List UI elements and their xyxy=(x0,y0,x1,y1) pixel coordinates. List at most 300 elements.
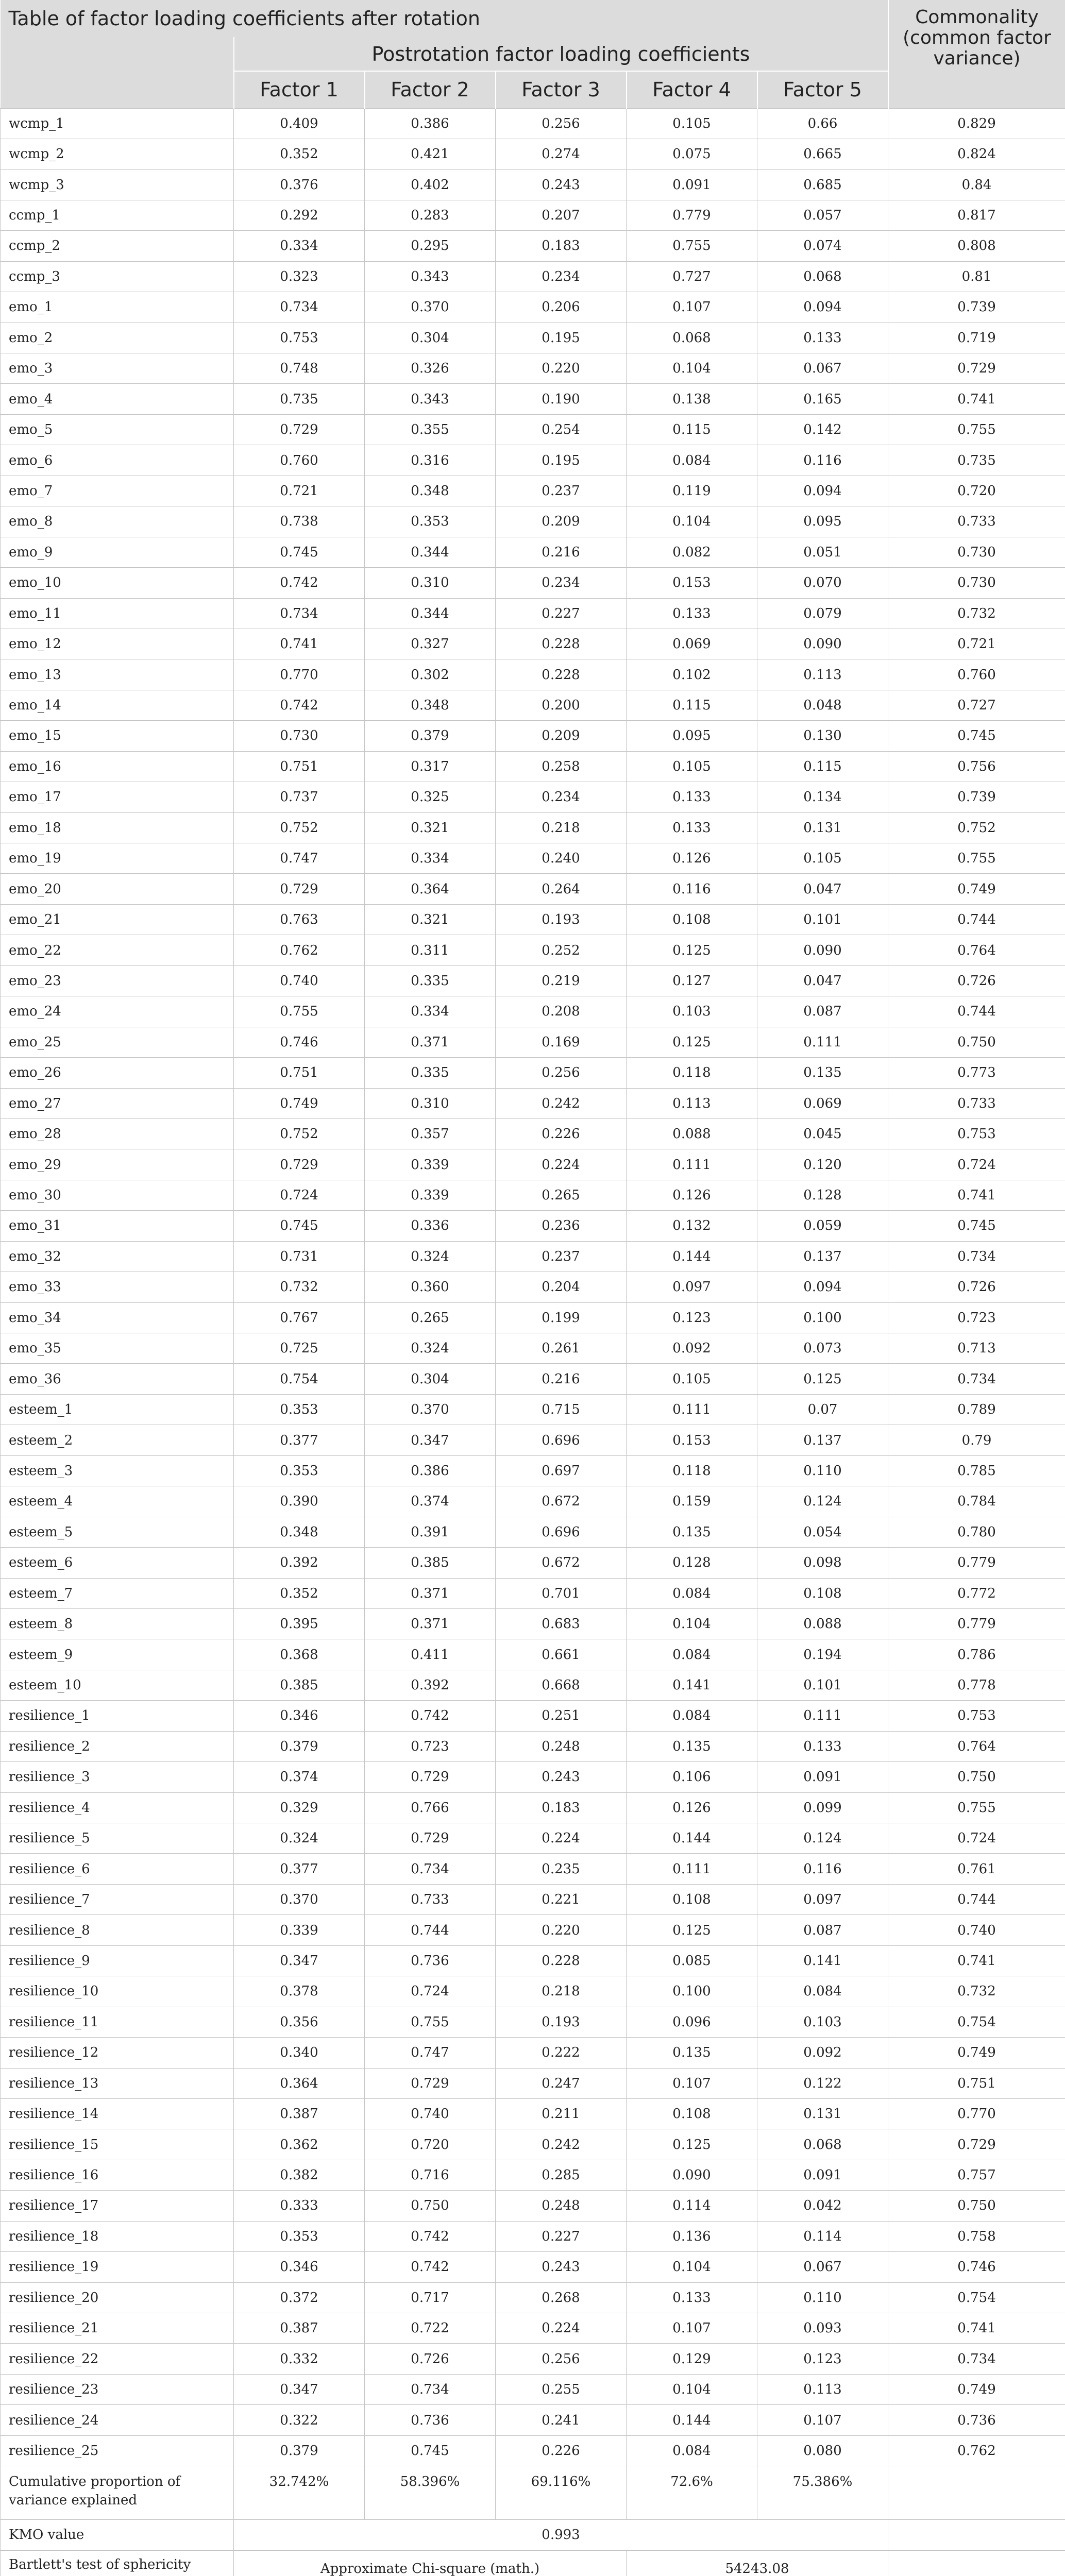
loading-cell-f5: 0.087 xyxy=(757,996,888,1027)
loading-cell-f5: 0.069 xyxy=(757,1088,888,1118)
commonality-cell: 0.730 xyxy=(888,537,1065,567)
loading-cell-f4: 0.091 xyxy=(627,170,757,200)
loading-cell-f2: 0.360 xyxy=(365,1272,496,1302)
item-name-cell: emo_25 xyxy=(1,1027,234,1057)
loading-cell-f1: 0.762 xyxy=(234,935,365,965)
table-row xyxy=(1,323,1065,353)
item-name-cell: resilience_22 xyxy=(1,2344,234,2374)
loading-cell-f3: 0.234 xyxy=(496,261,627,292)
loading-cell-f1: 0.324 xyxy=(234,1823,365,1854)
table-row xyxy=(1,812,1065,843)
table-row xyxy=(1,1945,1065,1976)
commonality-cell: 0.734 xyxy=(888,1364,1065,1394)
loading-cell-f4: 0.126 xyxy=(627,843,757,874)
loading-cell-f1: 0.372 xyxy=(234,2282,365,2313)
loading-cell-f3: 0.228 xyxy=(496,659,627,690)
loading-cell-f4: 0.116 xyxy=(627,874,757,904)
item-name-cell: esteem_3 xyxy=(1,1455,234,1486)
loading-cell-f1: 0.745 xyxy=(234,1211,365,1241)
loading-cell-f3: 0.255 xyxy=(496,2374,627,2404)
loading-cell-f5: 0.103 xyxy=(757,2007,888,2037)
loading-cell-f1: 0.751 xyxy=(234,751,365,782)
loading-cell-f4: 0.111 xyxy=(627,1394,757,1425)
table-row xyxy=(1,2191,1065,2221)
loading-cell-f4: 0.104 xyxy=(627,1608,757,1639)
table-row xyxy=(1,1854,1065,1884)
loading-cell-f4: 0.084 xyxy=(627,445,757,476)
loading-cell-f2: 0.766 xyxy=(365,1792,496,1823)
loading-cell-f4: 0.105 xyxy=(627,108,757,139)
loading-cell-f2: 0.734 xyxy=(365,2374,496,2404)
item-name-cell: resilience_25 xyxy=(1,2435,234,2466)
loading-cell-f5: 0.074 xyxy=(757,231,888,261)
loading-cell-f1: 0.346 xyxy=(234,2252,365,2282)
loading-cell-f4: 0.141 xyxy=(627,1670,757,1700)
loading-cell-f1: 0.339 xyxy=(234,1915,365,1945)
loading-cell-f2: 0.742 xyxy=(365,2221,496,2251)
loading-cell-f4: 0.132 xyxy=(627,1211,757,1241)
loading-cell-f1: 0.374 xyxy=(234,1762,365,1792)
loading-cell-f5: 0.087 xyxy=(757,1915,888,1945)
loading-cell-f4: 0.082 xyxy=(627,537,757,567)
loading-cell-f1: 0.751 xyxy=(234,1058,365,1088)
commonality-cell: 0.817 xyxy=(888,200,1065,230)
commonality-cell: 0.779 xyxy=(888,1608,1065,1639)
loading-cell-f4: 0.128 xyxy=(627,1548,757,1578)
loading-cell-f3: 0.274 xyxy=(496,139,627,169)
item-name-cell: resilience_3 xyxy=(1,1762,234,1792)
commonality-cell: 0.778 xyxy=(888,1670,1065,1700)
loading-cell-f4: 0.755 xyxy=(627,231,757,261)
commonality-cell: 0.724 xyxy=(888,1823,1065,1854)
loading-cell-f5: 0.084 xyxy=(757,1976,888,2007)
loading-cell-f3: 0.243 xyxy=(496,1762,627,1792)
loading-cell-f2: 0.339 xyxy=(365,1149,496,1180)
loading-cell-f4: 0.075 xyxy=(627,139,757,169)
commonality-cell: 0.744 xyxy=(888,1884,1065,1914)
loading-cell-f3: 0.200 xyxy=(496,690,627,720)
loading-cell-f3: 0.183 xyxy=(496,1792,627,1823)
loading-cell-f3: 0.254 xyxy=(496,414,627,445)
loading-cell-f3: 0.234 xyxy=(496,568,627,598)
commonality-cell: 0.720 xyxy=(888,476,1065,506)
loading-cell-f1: 0.724 xyxy=(234,1180,365,1210)
loading-cell-f3: 0.668 xyxy=(496,1670,627,1700)
commonality-cell: 0.730 xyxy=(888,568,1065,598)
table-row xyxy=(1,1639,1065,1670)
table-row xyxy=(1,1241,1065,1272)
commonality-cell: 0.733 xyxy=(888,506,1065,537)
loading-cell-f2: 0.371 xyxy=(365,1027,496,1057)
item-name-cell: resilience_20 xyxy=(1,2282,234,2313)
loading-cell-f5: 0.07 xyxy=(757,1394,888,1425)
loading-cell-f2: 0.729 xyxy=(365,2068,496,2098)
loading-cell-f4: 0.111 xyxy=(627,1149,757,1180)
loading-cell-f4: 0.127 xyxy=(627,965,757,996)
loading-cell-f5: 0.124 xyxy=(757,1486,888,1517)
commonality-cell: 0.726 xyxy=(888,1272,1065,1302)
loading-cell-f2: 0.736 xyxy=(365,1945,496,1976)
loading-cell-f3: 0.220 xyxy=(496,353,627,384)
loading-cell-f2: 0.370 xyxy=(365,292,496,323)
loading-cell-f1: 0.379 xyxy=(234,1731,365,1761)
loading-cell-f3: 0.209 xyxy=(496,721,627,751)
item-name-cell: resilience_5 xyxy=(1,1823,234,1854)
commonality-cell: 0.772 xyxy=(888,1578,1065,1608)
loading-cell-f1: 0.734 xyxy=(234,598,365,629)
loading-cell-f4: 0.144 xyxy=(627,2405,757,2435)
table-row xyxy=(1,231,1065,261)
loading-cell-f5: 0.101 xyxy=(757,904,888,935)
item-name-cell: resilience_2 xyxy=(1,1731,234,1761)
loading-cell-f2: 0.364 xyxy=(365,874,496,904)
commonality-cell: 0.79 xyxy=(888,1425,1065,1455)
loading-cell-f4: 0.108 xyxy=(627,904,757,935)
loading-cell-f5: 0.110 xyxy=(757,1455,888,1486)
item-name-cell: emo_29 xyxy=(1,1149,234,1180)
loading-cell-f3: 0.204 xyxy=(496,1272,627,1302)
loading-cell-f2: 0.745 xyxy=(365,2435,496,2466)
commonality-cell: 0.745 xyxy=(888,1211,1065,1241)
loading-cell-f3: 0.224 xyxy=(496,1823,627,1854)
loading-cell-f1: 0.753 xyxy=(234,323,365,353)
loading-cell-f2: 0.310 xyxy=(365,1088,496,1118)
loading-cell-f3: 0.216 xyxy=(496,537,627,567)
commonality-cell: 0.750 xyxy=(888,1762,1065,1792)
loading-cell-f3: 0.220 xyxy=(496,1915,627,1945)
loading-cell-f4: 0.125 xyxy=(627,935,757,965)
commonality-cell: 0.808 xyxy=(888,231,1065,261)
item-name-cell: wcmp_2 xyxy=(1,139,234,169)
loading-cell-f2: 0.321 xyxy=(365,904,496,935)
loading-cell-f5: 0.130 xyxy=(757,721,888,751)
loading-cell-f3: 0.701 xyxy=(496,1578,627,1608)
loading-cell-f4: 0.144 xyxy=(627,1241,757,1272)
loading-cell-f5: 0.045 xyxy=(757,1118,888,1149)
table-row xyxy=(1,445,1065,476)
item-name-cell: resilience_17 xyxy=(1,2191,234,2221)
commonality-cell: 0.757 xyxy=(888,2160,1065,2190)
loading-cell-f3: 0.218 xyxy=(496,812,627,843)
loading-cell-f4: 0.136 xyxy=(627,2221,757,2251)
loading-cell-f1: 0.378 xyxy=(234,1976,365,2007)
item-name-cell: emo_19 xyxy=(1,843,234,874)
table-row xyxy=(1,2221,1065,2251)
loading-cell-f2: 0.386 xyxy=(365,108,496,139)
loading-cell-f2: 0.353 xyxy=(365,506,496,537)
table-row xyxy=(1,996,1065,1027)
commonality-cell: 0.779 xyxy=(888,1548,1065,1578)
loading-cell-f3: 0.265 xyxy=(496,1180,627,1210)
commonality-cell: 0.753 xyxy=(888,1118,1065,1149)
item-name-cell: resilience_4 xyxy=(1,1792,234,1823)
item-name-cell: emo_28 xyxy=(1,1118,234,1149)
loading-cell-f4: 0.159 xyxy=(627,1486,757,1517)
loading-cell-f5: 0.047 xyxy=(757,874,888,904)
bartlett-label: Bartlett's test of sphericity xyxy=(1,2550,234,2576)
table-row xyxy=(1,935,1065,965)
loading-cell-f2: 0.742 xyxy=(365,2252,496,2282)
cumulative-factor-1: 32.742% xyxy=(234,2466,365,2520)
loading-cell-f1: 0.356 xyxy=(234,2007,365,2037)
loading-cell-f1: 0.767 xyxy=(234,1302,365,1333)
table-row xyxy=(1,384,1065,414)
item-name-cell: emo_30 xyxy=(1,1180,234,1210)
loading-cell-f3: 0.261 xyxy=(496,1333,627,1364)
item-name-cell: resilience_12 xyxy=(1,2038,234,2068)
commonality-cell: 0.721 xyxy=(888,629,1065,659)
factor-2-header: Factor 2 xyxy=(365,71,496,108)
loading-cell-f3: 0.211 xyxy=(496,2098,627,2129)
loading-cell-f3: 0.226 xyxy=(496,1118,627,1149)
loading-cell-f5: 0.101 xyxy=(757,1670,888,1700)
item-name-cell: emo_6 xyxy=(1,445,234,476)
loading-cell-f1: 0.353 xyxy=(234,2221,365,2251)
commonality-cell: 0.732 xyxy=(888,598,1065,629)
loading-cell-f3: 0.183 xyxy=(496,231,627,261)
loading-cell-f3: 0.221 xyxy=(496,1884,627,1914)
loading-cell-f3: 0.672 xyxy=(496,1486,627,1517)
loading-cell-f2: 0.742 xyxy=(365,1701,496,1731)
item-name-cell: emo_7 xyxy=(1,476,234,506)
loading-cell-f4: 0.118 xyxy=(627,1058,757,1088)
loading-cell-f1: 0.763 xyxy=(234,904,365,935)
item-name-cell: resilience_6 xyxy=(1,1854,234,1884)
loading-cell-f2: 0.371 xyxy=(365,1608,496,1639)
loading-cell-f4: 0.107 xyxy=(627,2068,757,2098)
commonality-cell: 0.733 xyxy=(888,1088,1065,1118)
commonality-cell: 0.786 xyxy=(888,1639,1065,1670)
loading-cell-f4: 0.103 xyxy=(627,996,757,1027)
loading-cell-f5: 0.137 xyxy=(757,1241,888,1272)
loading-cell-f2: 0.344 xyxy=(365,598,496,629)
commonality-header: Commonality (common factor variance) xyxy=(888,0,1065,108)
loading-cell-f5: 0.114 xyxy=(757,2221,888,2251)
table-row xyxy=(1,2068,1065,2098)
commonality-cell: 0.719 xyxy=(888,323,1065,353)
item-name-cell: ccmp_2 xyxy=(1,231,234,261)
loading-cell-f3: 0.256 xyxy=(496,2344,627,2374)
table-row xyxy=(1,659,1065,690)
loading-cell-f5: 0.097 xyxy=(757,1884,888,1914)
commonality-cell: 0.724 xyxy=(888,1149,1065,1180)
factor-5-header: Factor 5 xyxy=(757,71,888,108)
loading-cell-f4: 0.114 xyxy=(627,2191,757,2221)
loading-cell-f3: 0.199 xyxy=(496,1302,627,1333)
loading-cell-f4: 0.779 xyxy=(627,200,757,230)
kmo-label: KMO value xyxy=(1,2520,234,2550)
loading-cell-f3: 0.243 xyxy=(496,170,627,200)
loading-cell-f4: 0.133 xyxy=(627,598,757,629)
loading-cell-f5: 0.068 xyxy=(757,2129,888,2160)
table-row xyxy=(1,721,1065,751)
item-name-cell: esteem_6 xyxy=(1,1548,234,1578)
commonality-cell: 0.713 xyxy=(888,1333,1065,1364)
loading-cell-f5: 0.047 xyxy=(757,965,888,996)
commonality-cell: 0.764 xyxy=(888,1731,1065,1761)
loading-cell-f5: 0.141 xyxy=(757,1945,888,1976)
loading-cell-f2: 0.723 xyxy=(365,1731,496,1761)
loading-cell-f3: 0.661 xyxy=(496,1639,627,1670)
item-name-cell: emo_31 xyxy=(1,1211,234,1241)
item-name-cell: esteem_1 xyxy=(1,1394,234,1425)
loading-cell-f4: 0.107 xyxy=(627,292,757,323)
loading-cell-f3: 0.228 xyxy=(496,1945,627,1976)
table-row xyxy=(1,1517,1065,1547)
loading-cell-f1: 0.387 xyxy=(234,2098,365,2129)
loading-cell-f3: 0.251 xyxy=(496,1701,627,1731)
item-name-cell: wcmp_1 xyxy=(1,108,234,139)
cumulative-commonality-empty xyxy=(888,2466,1065,2520)
loading-cell-f1: 0.370 xyxy=(234,1884,365,1914)
item-name-cell: emo_35 xyxy=(1,1333,234,1364)
table-row xyxy=(1,965,1065,996)
loading-cell-f4: 0.125 xyxy=(627,1915,757,1945)
commonality-cell: 0.755 xyxy=(888,843,1065,874)
loading-cell-f5: 0.124 xyxy=(757,1823,888,1854)
loading-cell-f1: 0.292 xyxy=(234,200,365,230)
loading-cell-f1: 0.376 xyxy=(234,170,365,200)
item-name-cell: esteem_8 xyxy=(1,1608,234,1639)
loading-cell-f5: 0.092 xyxy=(757,2038,888,2068)
item-name-cell: resilience_11 xyxy=(1,2007,234,2037)
table-row xyxy=(1,1884,1065,1914)
loading-cell-f3: 0.236 xyxy=(496,1211,627,1241)
loading-cell-f1: 0.346 xyxy=(234,1701,365,1731)
loading-cell-f2: 0.343 xyxy=(365,261,496,292)
loading-cell-f1: 0.734 xyxy=(234,292,365,323)
commonality-cell: 0.729 xyxy=(888,353,1065,384)
loading-cell-f5: 0.134 xyxy=(757,782,888,812)
loading-cell-f2: 0.386 xyxy=(365,1455,496,1486)
loading-cell-f2: 0.324 xyxy=(365,1241,496,1272)
loading-cell-f1: 0.362 xyxy=(234,2129,365,2160)
loading-cell-f1: 0.730 xyxy=(234,721,365,751)
loading-cell-f1: 0.747 xyxy=(234,843,365,874)
item-name-cell: emo_11 xyxy=(1,598,234,629)
loading-cell-f1: 0.729 xyxy=(234,414,365,445)
item-name-cell: emo_24 xyxy=(1,996,234,1027)
table-caption: Table of factor loading coefficients after rotation xyxy=(1,0,888,37)
loading-cell-f1: 0.322 xyxy=(234,2405,365,2435)
item-name-cell: resilience_24 xyxy=(1,2405,234,2435)
loading-cell-f5: 0.091 xyxy=(757,1762,888,1792)
loading-cell-f2: 0.327 xyxy=(365,629,496,659)
loading-cell-f3: 0.208 xyxy=(496,996,627,1027)
table-row xyxy=(1,874,1065,904)
loading-cell-f4: 0.084 xyxy=(627,1701,757,1731)
loading-cell-f2: 0.392 xyxy=(365,1670,496,1700)
loading-cell-f3: 0.222 xyxy=(496,2038,627,2068)
loading-cell-f2: 0.747 xyxy=(365,2038,496,2068)
loading-cell-f5: 0.042 xyxy=(757,2191,888,2221)
item-name-cell: emo_27 xyxy=(1,1088,234,1118)
item-name-cell: esteem_7 xyxy=(1,1578,234,1608)
commonality-cell: 0.761 xyxy=(888,1854,1065,1884)
loading-cell-f2: 0.316 xyxy=(365,445,496,476)
item-name-cell: esteem_5 xyxy=(1,1517,234,1547)
loading-cell-f5: 0.665 xyxy=(757,139,888,169)
cumulative-factor-3: 69.116% xyxy=(496,2466,627,2520)
loading-cell-f5: 0.107 xyxy=(757,2405,888,2435)
loading-cell-f3: 0.256 xyxy=(496,108,627,139)
loading-cell-f2: 0.755 xyxy=(365,2007,496,2037)
loading-cell-f5: 0.100 xyxy=(757,1302,888,1333)
cumulative-factor-2: 58.396% xyxy=(365,2466,496,2520)
loading-cell-f4: 0.090 xyxy=(627,2160,757,2190)
loading-cell-f5: 0.685 xyxy=(757,170,888,200)
loading-cell-f5: 0.194 xyxy=(757,1639,888,1670)
commonality-cell: 0.745 xyxy=(888,721,1065,751)
cumulative-variance-row xyxy=(1,2466,1065,2520)
commonality-cell: 0.726 xyxy=(888,965,1065,996)
loading-cell-f4: 0.727 xyxy=(627,261,757,292)
item-name-cell: resilience_21 xyxy=(1,2313,234,2344)
commonality-cell: 0.753 xyxy=(888,1701,1065,1731)
loading-cell-f2: 0.265 xyxy=(365,1302,496,1333)
loading-cell-f4: 0.123 xyxy=(627,1302,757,1333)
loading-cell-f1: 0.748 xyxy=(234,353,365,384)
loading-cell-f5: 0.057 xyxy=(757,200,888,230)
table-row xyxy=(1,1211,1065,1241)
loading-cell-f2: 0.724 xyxy=(365,1976,496,2007)
loading-cell-f2: 0.750 xyxy=(365,2191,496,2221)
table-row xyxy=(1,1088,1065,1118)
loading-cell-f1: 0.741 xyxy=(234,629,365,659)
loading-cell-f3: 0.241 xyxy=(496,2405,627,2435)
loading-cell-f4: 0.144 xyxy=(627,1823,757,1854)
loading-cell-f1: 0.749 xyxy=(234,1088,365,1118)
cumulative-variance-label: Cumulative proportion of variance explained xyxy=(1,2466,234,2520)
loading-cell-f2: 0.734 xyxy=(365,1854,496,1884)
table-row xyxy=(1,476,1065,506)
item-name-cell: resilience_10 xyxy=(1,1976,234,2007)
loading-cell-f5: 0.165 xyxy=(757,384,888,414)
loading-cell-f5: 0.098 xyxy=(757,1548,888,1578)
loading-cell-f3: 0.235 xyxy=(496,1854,627,1884)
loading-cell-f2: 0.411 xyxy=(365,1639,496,1670)
item-name-cell: resilience_15 xyxy=(1,2129,234,2160)
loading-cell-f3: 0.264 xyxy=(496,874,627,904)
loading-cell-f5: 0.090 xyxy=(757,629,888,659)
loading-cell-f1: 0.352 xyxy=(234,139,365,169)
loading-cell-f1: 0.755 xyxy=(234,996,365,1027)
loading-cell-f4: 0.133 xyxy=(627,782,757,812)
loading-cell-f1: 0.729 xyxy=(234,874,365,904)
loading-cell-f2: 0.370 xyxy=(365,1394,496,1425)
commonality-cell: 0.741 xyxy=(888,1180,1065,1210)
loading-cell-f3: 0.219 xyxy=(496,965,627,996)
loading-cell-f3: 0.252 xyxy=(496,935,627,965)
item-name-cell: resilience_23 xyxy=(1,2374,234,2404)
loading-cell-f3: 0.683 xyxy=(496,1608,627,1639)
cumulative-factor-4: 72.6% xyxy=(627,2466,757,2520)
factor-3-header: Factor 3 xyxy=(496,71,627,108)
commonality-cell: 0.750 xyxy=(888,2191,1065,2221)
loading-cell-f4: 0.105 xyxy=(627,1364,757,1394)
loading-cell-f3: 0.209 xyxy=(496,506,627,537)
loading-cell-f1: 0.385 xyxy=(234,1670,365,1700)
loading-cell-f1: 0.364 xyxy=(234,2068,365,2098)
loading-cell-f2: 0.729 xyxy=(365,1762,496,1792)
loading-cell-f1: 0.770 xyxy=(234,659,365,690)
loading-cell-f5: 0.051 xyxy=(757,537,888,567)
item-name-cell: emo_10 xyxy=(1,568,234,598)
loading-cell-f2: 0.722 xyxy=(365,2313,496,2344)
loading-cell-f5: 0.122 xyxy=(757,2068,888,2098)
loading-cell-f2: 0.325 xyxy=(365,782,496,812)
loading-cell-f3: 0.237 xyxy=(496,1241,627,1272)
